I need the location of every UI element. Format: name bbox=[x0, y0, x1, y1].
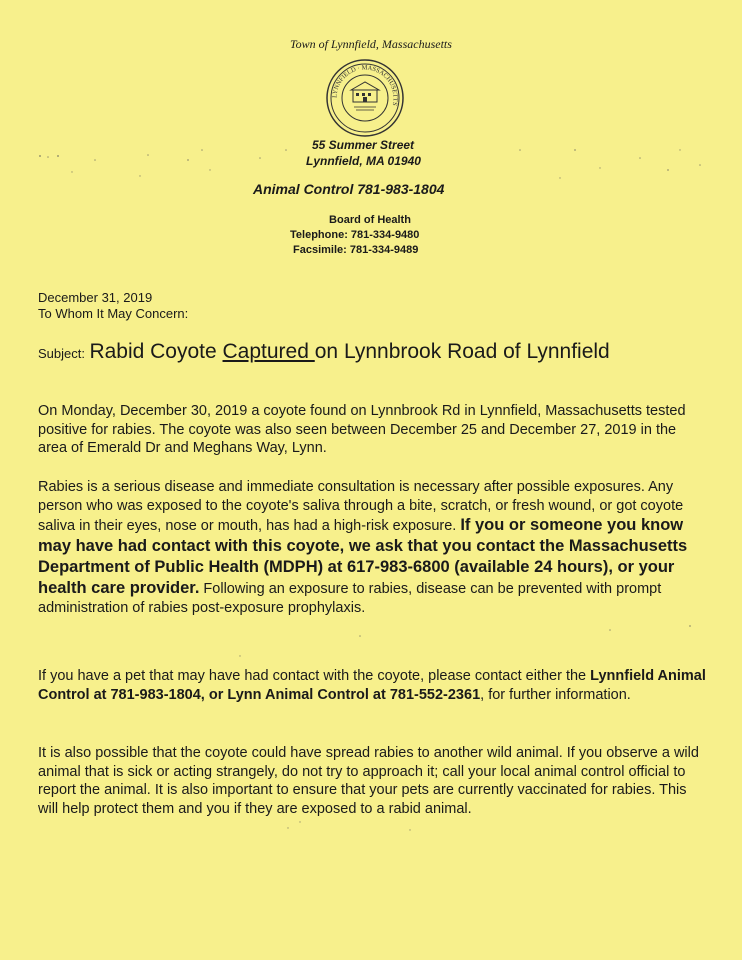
paragraph-2-outro: Following an exposure to rabies, disease can be prevented with prompt administration of rabies post-exposure prophylaxis. bbox=[38, 581, 662, 616]
paragraph-3-emphasis: Lynnfield Animal Control at 781-983-1804, or Lynn Animal Control at 781-552-2361 bbox=[38, 668, 706, 703]
paragraph-2 bbox=[38, 478, 706, 618]
subject-part-1: Rabid Coyote bbox=[89, 340, 223, 363]
subject-part-3: on Lynnbrook Road of Lynnfield bbox=[314, 340, 610, 363]
town-heading: Town of Lynnfield, Massachusetts bbox=[290, 37, 452, 51]
paragraph-1: On Monday, December 30, 2019 a coyote found on Lynnbrook Rd in Lynnfield, Massachusetts tested positive for rabies. The coyote was also seen between December 25 and December 27, 2019 in the area of Emerald Dr and Meghans Way, Lynn. bbox=[38, 403, 686, 456]
paragraph-3-outro: , for further information. bbox=[480, 686, 631, 703]
subject-title bbox=[89, 340, 609, 363]
address-street: 55 Summer Street bbox=[312, 138, 415, 152]
letter-date: December 31, 2019 bbox=[38, 290, 153, 305]
subject-line bbox=[38, 340, 610, 364]
letter-date-block bbox=[38, 290, 188, 322]
salutation: To Whom It May Concern: bbox=[38, 306, 189, 321]
paragraph-2-intro: Rabies is a serious disease and immediate consultation is necessary after possible exposures. Any person who was exposed to the coyote's saliva through a bite, scratch, or fresh wound, or got coyote saliva in their eyes, nose or mouth, has had a high-risk exposure. bbox=[38, 479, 684, 534]
subject-underlined: Captured bbox=[222, 340, 315, 363]
board-facsimile: Facsimile: 781-334-9489 bbox=[293, 244, 419, 256]
address-city: Lynnfield, MA 01940 bbox=[306, 154, 421, 168]
board-telephone: Telephone: 781-334-9480 bbox=[290, 229, 420, 241]
board-title: Board of Health bbox=[329, 214, 411, 226]
animal-control-phone: Animal Control 781-983-1804 bbox=[253, 181, 445, 197]
paragraph-3 bbox=[38, 667, 706, 704]
town-seal-icon bbox=[325, 58, 405, 138]
paragraph-3-intro: If you have a pet that may have had contact with the coyote, please contact either the bbox=[38, 668, 591, 684]
seal-ring-text: LYNNFIELD · MASSACHUSETTS bbox=[331, 64, 399, 107]
board-of-health-block bbox=[280, 213, 460, 258]
paragraph-4: It is also possible that the coyote could have spread rabies to another wild animal. If you observe a wild animal that is sick or acting strangely, do not try to approach it; call your local animal control official to report the animal. It is also important to ensure that your pets are currently vaccinated for rabies. This will help protect them and you if they are exposed to a rabid animal. bbox=[38, 745, 699, 817]
town-address bbox=[306, 137, 421, 169]
subject-label: Subject: bbox=[38, 346, 85, 361]
paragraph-2-emphasis: If you or someone you know may have had contact with this coyote, we ask that you contact the Massachusetts Department of Public Health (MDPH) at 617-983-6800 (available 24 hours), or your health care provider. bbox=[38, 516, 688, 597]
